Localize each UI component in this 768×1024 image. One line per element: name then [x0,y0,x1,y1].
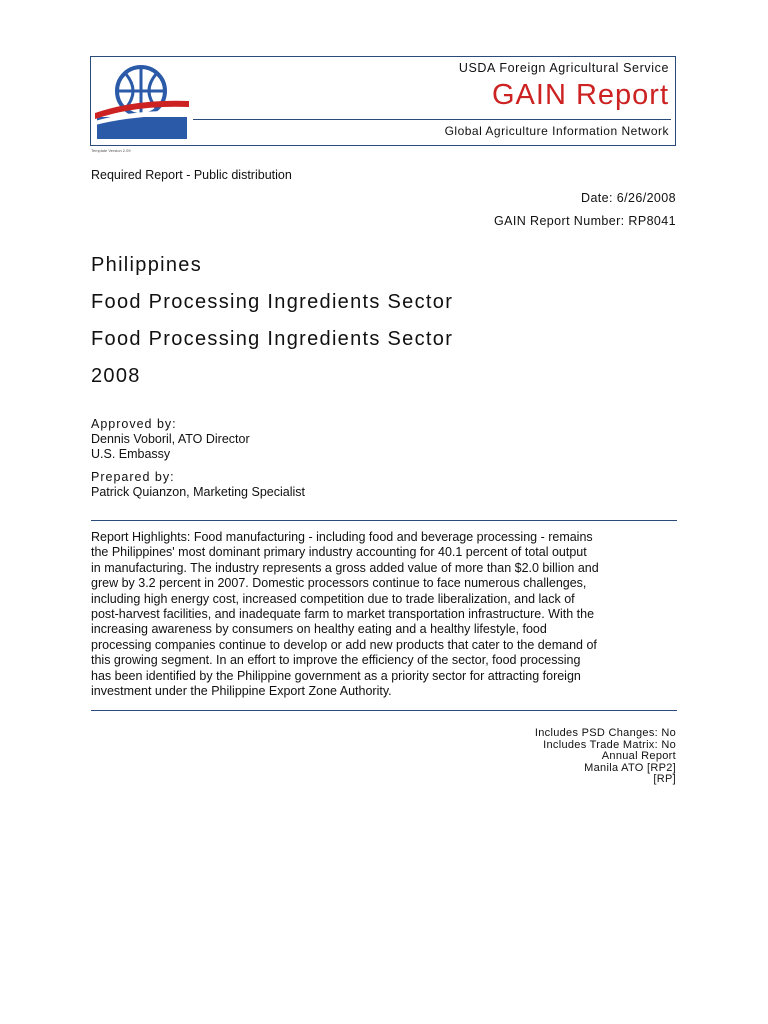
highlights-line: the Philippines' most dominant primary industry accounting for 40.1 percent of total output [91,545,587,560]
report-number: GAIN Report Number: RP8041 [493,214,676,228]
report-kind: Annual Report [601,750,676,763]
psd-changes-flag: Includes PSD Changes: No [534,727,676,739]
network-name: Global Agriculture Information Network [444,124,669,138]
highlights-line: post-harvest facilities, and inadequate farm to market transportation infrastructure. With the [91,607,595,622]
country-title: Philippines [91,254,203,276]
globe-swoosh-logo-icon [95,61,189,141]
agency-name: USDA Foreign Agricultural Service [458,61,669,75]
highlights-line: processing companies continue to develop or add new products that cater to the demand of [91,637,597,652]
approver-name: Dennis Voboril, ATO Director [91,432,250,446]
highlights-line: in manufacturing. The industry represents a gross added value of more than $2.0 billion and [91,560,599,575]
report-highlights [91,530,681,699]
highlights-line: this growing segment. In an effort to improve the efficiency of the sector, food processing [91,653,581,668]
sector-title: Food Processing Ingredients Sector [91,291,454,313]
highlights-line: has been identified by the Philippine government as a priority sector for attracting foreign [91,668,581,683]
highlights-line: Report Highlights: Food manufacturing - including food and beverage processing - remains [91,530,593,544]
country-code: [RP] [653,773,676,786]
gain-report-title: GAIN Report [492,79,669,111]
report-flags [535,728,676,786]
approved-by-label: Approved by: [91,417,177,431]
preparer-name: Patrick Quianzon, Marketing Specialist [91,485,305,499]
report-header [90,56,676,146]
report-type: Required Report - Public distribution [91,168,292,182]
header-divider [193,119,671,120]
highlights-top-rule [91,520,677,521]
highlights-line: investment under the Philippine Export Zone Authority. [91,684,392,699]
highlights-line: including high energy cost, increased competition due to trade liberalization, and lack of [91,591,575,606]
trade-matrix-flag: Includes Trade Matrix: No [543,738,676,751]
highlights-line: increasing awareness by consumers on healthy eating and a healthy lifestyle, food [91,622,547,637]
report-date: Date: 6/26/2008 [581,191,676,205]
prepared-by-label: Prepared by: [91,470,175,484]
year-title: 2008 [91,365,141,387]
approver-org: U.S. Embassy [91,447,171,461]
highlights-line: grew by 3.2 percent in 2007. Domestic processors continue to face numerous challenges, [91,576,587,591]
post-name: Manila ATO [RP2] [584,761,676,774]
sector-subtitle: Food Processing Ingredients Sector [91,328,454,350]
template-version: Template Version 2.09 [91,148,131,153]
highlights-bottom-rule [91,710,677,711]
